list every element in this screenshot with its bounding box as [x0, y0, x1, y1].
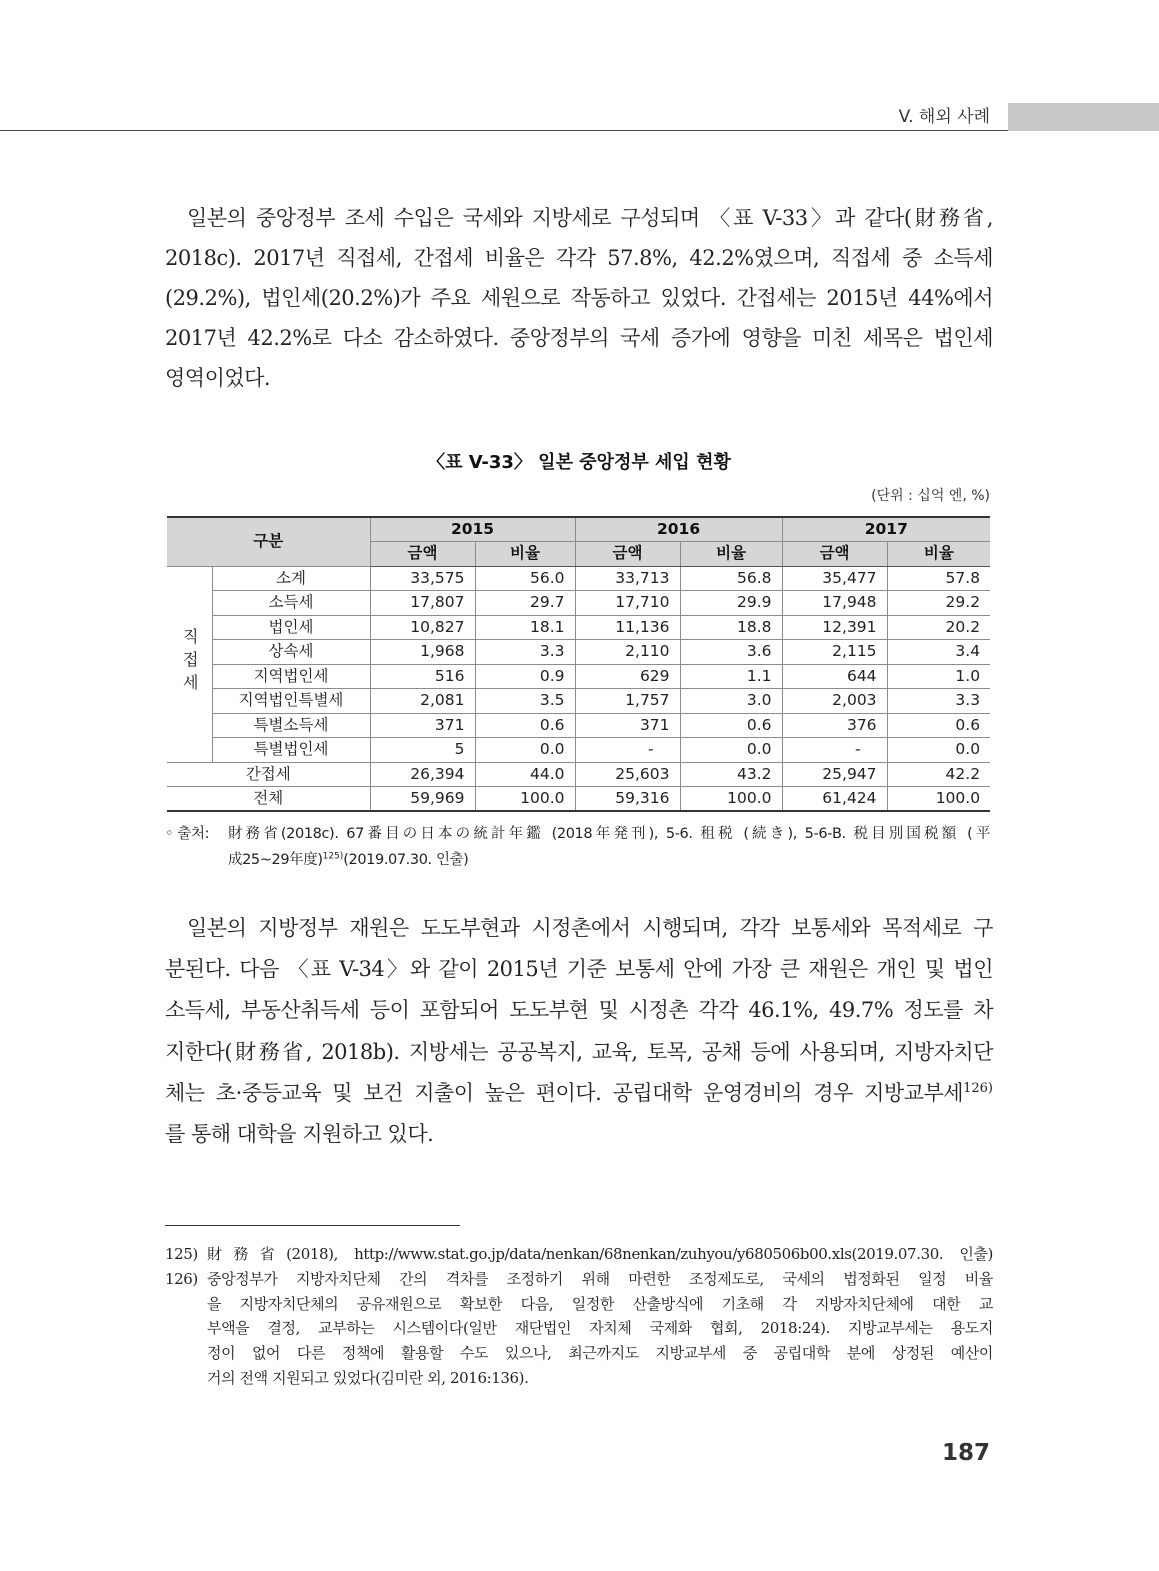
amount-2017: 12,391 — [782, 615, 887, 640]
row-label: 소득세 — [212, 591, 370, 616]
source-heading — [165, 821, 228, 847]
ratio-2015: 3.5 — [475, 689, 575, 714]
ratio-2017: 3.4 — [887, 640, 990, 665]
paragraph-line: 2018c). 2017년 직접세, 간접세 비율은 각각 57.8%, 42.2%였으며, 직접세 중 소득세 — [165, 246, 993, 270]
amount-2016: 371 — [575, 713, 680, 738]
footnote-line: 財務省(2018), http://www.stat.go.jp/data/nenkan/68nenkan/zuhyou/y680506b00.xls(2019.07.30. 인출) — [207, 1245, 993, 1263]
table-source-note — [165, 821, 993, 873]
row-label: 특별소득세 — [212, 713, 370, 738]
footnote-body — [207, 1242, 993, 1267]
amount-2017: 2,003 — [782, 689, 887, 714]
source-line — [165, 847, 993, 873]
year-header-2017: 2017 — [782, 517, 990, 542]
category-header: 구분 — [167, 517, 370, 566]
header-rule — [0, 130, 1008, 131]
amount-2017: 376 — [782, 713, 887, 738]
body-paragraph-1 — [165, 198, 993, 398]
ratio-2015: 3.3 — [475, 640, 575, 665]
ratio-2017: 3.3 — [887, 689, 990, 714]
ratio-2015: 0.6 — [475, 713, 575, 738]
amount-2017: 17,948 — [782, 591, 887, 616]
amount-header-2015: 금액 — [370, 542, 475, 567]
amount-2015: 516 — [370, 664, 475, 689]
ratio-2017: 1.0 — [887, 664, 990, 689]
year-header-2015: 2015 — [370, 517, 575, 542]
table-row — [167, 615, 990, 640]
amount-2016: 59,316 — [575, 787, 680, 812]
table-row — [167, 762, 990, 787]
table-row — [167, 566, 990, 591]
table-row — [167, 738, 990, 763]
amount-2015: 1,968 — [370, 640, 475, 665]
paragraph-line: 영역이었다. — [165, 366, 271, 390]
source-bullet: ◦ — [165, 826, 174, 842]
paragraph-line: 일본의 지방정부 재원은 도도부현과 시정촌에서 시행되며, 각각 보통세와 목적세로 구 — [187, 916, 993, 940]
ratio-2016: 1.1 — [680, 664, 782, 689]
footnote-body — [207, 1267, 993, 1391]
footnote-line: 정이 없어 다른 정책에 활용할 수도 있으나, 최근까지도 지방교부세 중 공립대학 분에 상정된 예산이 — [207, 1344, 993, 1363]
ratio-2016: 3.0 — [680, 689, 782, 714]
footnote-126 — [165, 1267, 993, 1391]
paragraph-line: 지한다(財務省, 2018b). 지방세는 공공복지, 교육, 토목, 공채 등에 사용되며, 지방자치단 — [165, 1039, 993, 1064]
footnote-ref: 126) — [963, 1080, 993, 1096]
amount-2015: 371 — [370, 713, 475, 738]
ratio-2016: 29.9 — [680, 591, 782, 616]
amount-2017: 35,477 — [782, 566, 887, 591]
amount-2015: 33,575 — [370, 566, 475, 591]
footnote-line: 을 지방자치단체의 공유재원으로 확보한 다음, 일정한 산출방식에 기초해 각 지방자치단체에 대한 교 — [207, 1294, 993, 1313]
footnote-line: 중앙정부가 지방자치단체 간의 격차를 조정하기 위해 마련한 조정제도로, 국세의 법정화된 일정 비율 — [207, 1269, 993, 1288]
paragraph-line — [165, 1073, 993, 1114]
source-text: (2019.07.30. 인출) — [343, 852, 469, 868]
paragraph-line: 2017년 42.2%로 다소 감소하였다. 중앙정부의 국세 증가에 영향을 미친 세목은 법인세 — [165, 326, 993, 350]
direct-tax-group-cell — [167, 566, 212, 762]
ratio-header-2017: 비율 — [887, 542, 990, 567]
source-line — [165, 821, 993, 847]
amount-2016: - — [575, 738, 680, 763]
row-label: 소계 — [212, 566, 370, 591]
footnote-ref: 125) — [322, 851, 344, 862]
page-number: 187 — [941, 1440, 990, 1466]
amount-2016: 11,136 — [575, 615, 680, 640]
amount-2015: 17,807 — [370, 591, 475, 616]
ratio-2016: 100.0 — [680, 787, 782, 812]
amount-2016: 1,757 — [575, 689, 680, 714]
paragraph-line-text: 체는 초·중등교육 및 보건 지출이 높은 편이다. 공립대학 운영경비의 경우 지방교부세 — [165, 1080, 964, 1105]
amount-2015: 5 — [370, 738, 475, 763]
paragraph-line: 소득세, 부동산취득세 등이 포함되어 도도부현 및 시정촌 각각 46.1%, 49.7% 정도를 차 — [165, 998, 993, 1023]
ratio-2015: 18.1 — [475, 615, 575, 640]
row-label: 전체 — [167, 787, 370, 812]
source-text: 財務省(2018c). 67番目の日本の統計年鑑 (2018年発刊), 5-6. 租税 (続き), 5-6-B. 税目別国税額 (平 — [228, 826, 990, 842]
amount-2017: 25,947 — [782, 762, 887, 787]
amount-2015: 26,394 — [370, 762, 475, 787]
amount-2016: 17,710 — [575, 591, 680, 616]
ratio-2016: 0.0 — [680, 738, 782, 763]
ratio-2017: 20.2 — [887, 615, 990, 640]
row-label: 지역법인세 — [212, 664, 370, 689]
footnote-number: 126) — [165, 1269, 198, 1288]
footnotes — [165, 1242, 993, 1391]
ratio-2015: 100.0 — [475, 787, 575, 812]
ratio-header-2015: 비율 — [475, 542, 575, 567]
row-label: 간접세 — [167, 762, 370, 787]
ratio-2016: 3.6 — [680, 640, 782, 665]
table-row — [167, 591, 990, 616]
paragraph-line: 일본의 중앙정부 조세 수입은 국세와 지방세로 구성되며 〈표 V-33〉과 같다(財務省, — [187, 206, 993, 230]
source-label: 출처: — [177, 826, 210, 842]
row-label: 상속세 — [212, 640, 370, 665]
central-government-revenue-table — [167, 516, 990, 812]
row-label: 지역법인특별세 — [212, 689, 370, 714]
amount-2016: 2,110 — [575, 640, 680, 665]
table-row — [167, 713, 990, 738]
amount-2015: 2,081 — [370, 689, 475, 714]
ratio-2016: 43.2 — [680, 762, 782, 787]
amount-header-2017: 금액 — [782, 542, 887, 567]
paragraph-line: (29.2%), 법인세(20.2%)가 주요 세원으로 작동하고 있었다. 간접세는 2015년 44%에서 — [165, 286, 993, 310]
amount-2017: 61,424 — [782, 787, 887, 812]
ratio-2015: 0.9 — [475, 664, 575, 689]
ratio-2015: 44.0 — [475, 762, 575, 787]
ratio-2016: 18.8 — [680, 615, 782, 640]
table-unit-note: (단위 : 십억 엔, %) — [871, 488, 990, 504]
amount-2017: 2,115 — [782, 640, 887, 665]
ratio-2017: 100.0 — [887, 787, 990, 812]
ratio-2015: 0.0 — [475, 738, 575, 763]
footnote-number: 125) — [165, 1245, 198, 1263]
body-paragraph-2 — [165, 908, 993, 1155]
ratio-2016: 56.8 — [680, 566, 782, 591]
ratio-2015: 29.7 — [475, 591, 575, 616]
ratio-2017: 29.2 — [887, 591, 990, 616]
amount-2016: 33,713 — [575, 566, 680, 591]
section-header-title: V. 해외 사례 — [898, 107, 990, 127]
ratio-2017: 0.6 — [887, 713, 990, 738]
table-caption: 〈표 V-33〉 일본 중앙정부 세입 현황 — [427, 452, 731, 473]
paragraph-line: 분된다. 다음 〈표 V-34〉와 같이 2015년 기준 보통세 안에 가장 큰 재원은 개인 및 법인 — [165, 957, 993, 982]
amount-2015: 59,969 — [370, 787, 475, 812]
direct-tax-group-label: 직접세 — [180, 627, 200, 697]
table-row — [167, 640, 990, 665]
table-body — [167, 566, 990, 811]
row-label: 특별법인세 — [212, 738, 370, 763]
table-row — [167, 787, 990, 812]
footnote-line: 거의 전액 지원되고 있었다(김미란 외, 2016:136). — [207, 1368, 529, 1387]
footnote-125 — [165, 1242, 993, 1267]
amount-2016: 629 — [575, 664, 680, 689]
amount-2016: 25,603 — [575, 762, 680, 787]
table-row — [167, 689, 990, 714]
amount-2017: 644 — [782, 664, 887, 689]
ratio-2017: 57.8 — [887, 566, 990, 591]
row-label: 법인세 — [212, 615, 370, 640]
amount-header-2016: 금액 — [575, 542, 680, 567]
ratio-2017: 0.0 — [887, 738, 990, 763]
ratio-header-2016: 비율 — [680, 542, 782, 567]
year-header-2016: 2016 — [575, 517, 782, 542]
footnote-separator — [165, 1225, 460, 1226]
amount-2017: - — [782, 738, 887, 763]
ratio-2015: 56.0 — [475, 566, 575, 591]
footnote-line: 부액을 결정, 교부하는 시스템이다(일반 재단법인 자치체 국제화 협회, 2018:24). 지방교부세는 용도지 — [207, 1319, 993, 1338]
table-header-row-years — [167, 517, 990, 542]
source-text: 成25~29年度) — [228, 852, 323, 868]
paragraph-line: 를 통해 대학을 지원하고 있다. — [165, 1121, 434, 1146]
ratio-2016: 0.6 — [680, 713, 782, 738]
amount-2015: 10,827 — [370, 615, 475, 640]
table-header — [167, 517, 990, 566]
ratio-2017: 42.2 — [887, 762, 990, 787]
header-tab-block — [1008, 103, 1159, 131]
table-row — [167, 664, 990, 689]
